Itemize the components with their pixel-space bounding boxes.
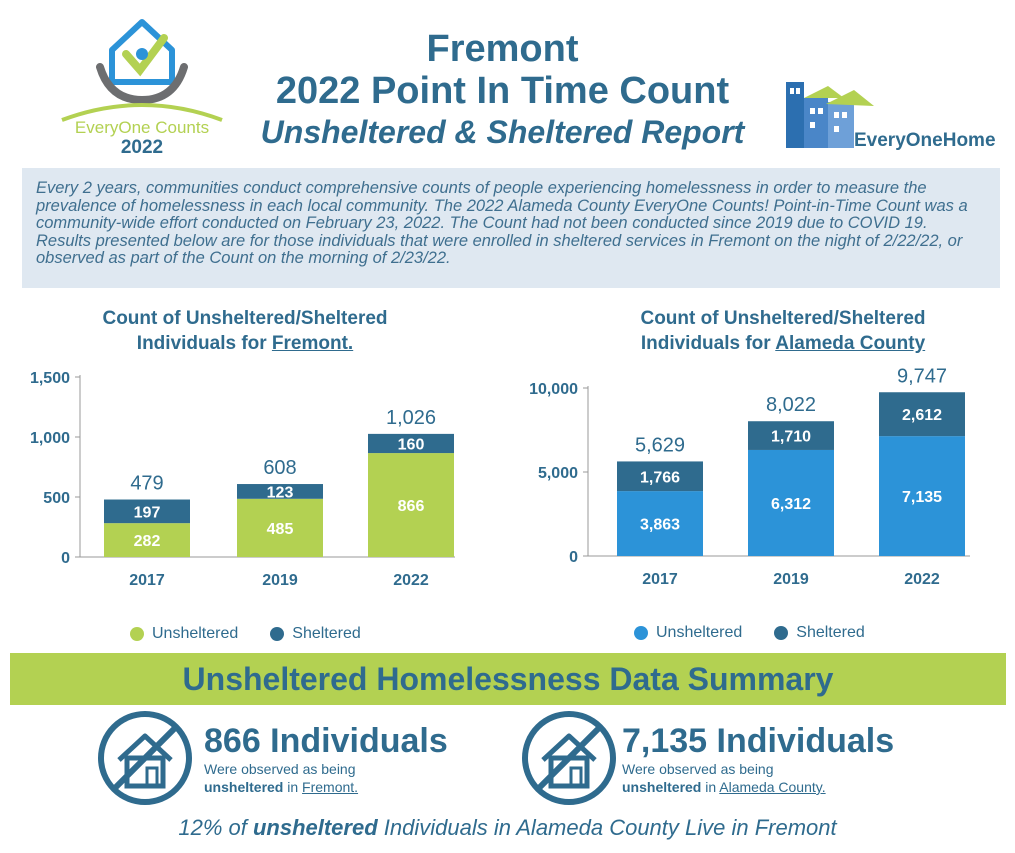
stat-fremont-number: 866 Individuals: [204, 722, 448, 760]
stat-county-bold: unsheltered: [622, 779, 702, 795]
footer-pre: 12% of: [178, 815, 253, 840]
county-sheltered-label: 1,710: [770, 428, 812, 446]
fremont-total-label: 479: [130, 472, 164, 495]
legend-item-sheltered-county: [774, 624, 865, 642]
fremont-bar-chart: [0, 360, 470, 600]
county-unsheltered-label: 3,863: [639, 516, 681, 534]
county-legend: [634, 624, 865, 642]
fremont-sheltered-label: 123: [266, 484, 294, 502]
stat-county-place: Alameda County.: [719, 779, 826, 795]
legend-dot-sheltered-county: [774, 626, 788, 640]
county-xtick-label: 2019: [773, 571, 809, 588]
fremont-xtick-label: 2019: [262, 572, 298, 589]
title-line-3: Unsheltered & Sheltered Report: [260, 114, 745, 150]
title-line-1: Fremont: [426, 28, 579, 70]
county-chart-title-place: Alameda County: [775, 333, 926, 354]
stat-county-line1: Were observed as being: [622, 761, 774, 777]
county-total-label: 5,629: [634, 434, 686, 457]
county-sheltered-label: 1,766: [639, 469, 681, 487]
fremont-chart-title: [40, 306, 450, 356]
intro-paragraph: Every 2 years, communities conduct comprehensive counts of people experiencing homelessness in order to measure the prevalence of homelessness in each local community. The 2022 Alameda County EveryOne Counts! Point-in-Time Count was a community-wide effort conducted on February 23, 2022. The Count had not been conducted since 2019 due to COVID 19. Results presented below are for those individuals that were enrolled in sheltered services in Fremont on the night of 2/22/22, or observed as part of the Count on the morning of 2/23/22.: [22, 168, 1000, 288]
stat-fremont-in: in: [283, 779, 303, 795]
fremont-sheltered-label: 160: [397, 436, 425, 454]
legend-dot-unsheltered-county: [634, 626, 648, 640]
legend-dot-sheltered: [270, 627, 284, 641]
logo-text-everyone-counts: EveryOne Counts: [74, 118, 210, 137]
fremont-xtick-label: 2022: [393, 572, 429, 589]
stat-fremont-bold: unsheltered: [204, 779, 284, 795]
county-chart-title: [578, 306, 988, 356]
county-chart-title-prefix: Count of Unsheltered/Sheltered Individuals for: [640, 308, 926, 354]
legend-item-sheltered: [270, 625, 361, 643]
fremont-unsheltered-label: 866: [397, 498, 425, 516]
fremont-ytick-label: 1,000: [29, 430, 70, 447]
footer-statement: [0, 815, 1015, 841]
county-unsheltered-label: 6,312: [770, 495, 812, 513]
footer-post: Individuals in Alameda County Live in Fremont: [377, 815, 837, 840]
everyone-counts-logo: [52, 12, 230, 162]
house-hands-logo-icon: [52, 12, 230, 162]
logo-text-everyone-home: EveryOneHome: [854, 130, 996, 151]
fremont-ytick-label: 1,500: [29, 370, 70, 387]
stat-county-number: 7,135 Individuals: [622, 722, 895, 760]
legend-label-sheltered-county: Sheltered: [796, 624, 865, 641]
fremont-sheltered-label: 197: [133, 504, 161, 522]
everyone-home-logo: [784, 78, 1006, 158]
stat-fremont-line1: Were observed as being: [204, 761, 356, 777]
buildings-logo-icon: [784, 78, 1006, 158]
fremont-total-label: 608: [263, 457, 297, 480]
fremont-xtick-label: 2017: [129, 572, 165, 589]
fremont-chart-title-prefix: Count of Unsheltered/Sheltered Individuals for: [102, 308, 388, 354]
page-title: [230, 28, 775, 152]
summary-banner: Unsheltered Homelessness Data Summary: [10, 653, 1006, 705]
stat-fremont: [204, 722, 504, 796]
county-ytick-label: 10,000: [529, 381, 578, 398]
stat-county: [622, 722, 982, 796]
legend-item-unsheltered: [130, 625, 238, 643]
fremont-legend: [130, 625, 361, 643]
legend-dot-unsheltered: [130, 627, 144, 641]
no-housing-icon-left: [97, 710, 193, 806]
stat-fremont-place: Fremont.: [302, 779, 359, 795]
fremont-unsheltered-label: 282: [133, 533, 161, 551]
county-total-label: 8,022: [765, 394, 817, 417]
county-sheltered-label: 2,612: [901, 407, 943, 425]
county-ytick-label: 0: [569, 549, 578, 566]
legend-label-sheltered: Sheltered: [292, 625, 361, 642]
logo-text-year: 2022: [120, 137, 164, 158]
county-xtick-label: 2017: [642, 571, 678, 588]
title-line-2: 2022 Point In Time Count: [275, 70, 730, 112]
stat-fremont-line2: [204, 778, 504, 796]
stat-county-line2: [622, 778, 982, 796]
fremont-ytick-label: 500: [43, 490, 70, 507]
county-bar-chart: [500, 360, 1000, 600]
fremont-total-label: 1,026: [385, 406, 437, 429]
stat-county-in: in: [701, 779, 720, 795]
fremont-chart-title-place: Fremont.: [271, 333, 354, 354]
legend-item-unsheltered-county: [634, 624, 742, 642]
fremont-ytick-label: 0: [61, 550, 70, 567]
fremont-unsheltered-label: 485: [266, 520, 294, 538]
no-housing-icon-right: [521, 710, 617, 806]
footer-bold: unsheltered: [252, 815, 378, 840]
legend-label-unsheltered: Unsheltered: [152, 625, 239, 642]
county-unsheltered-label: 7,135: [901, 489, 943, 507]
county-xtick-label: 2022: [904, 571, 940, 588]
legend-label-unsheltered-county: Unsheltered: [656, 624, 743, 641]
county-total-label: 9,747: [896, 365, 948, 388]
county-ytick-label: 5,000: [537, 465, 578, 482]
